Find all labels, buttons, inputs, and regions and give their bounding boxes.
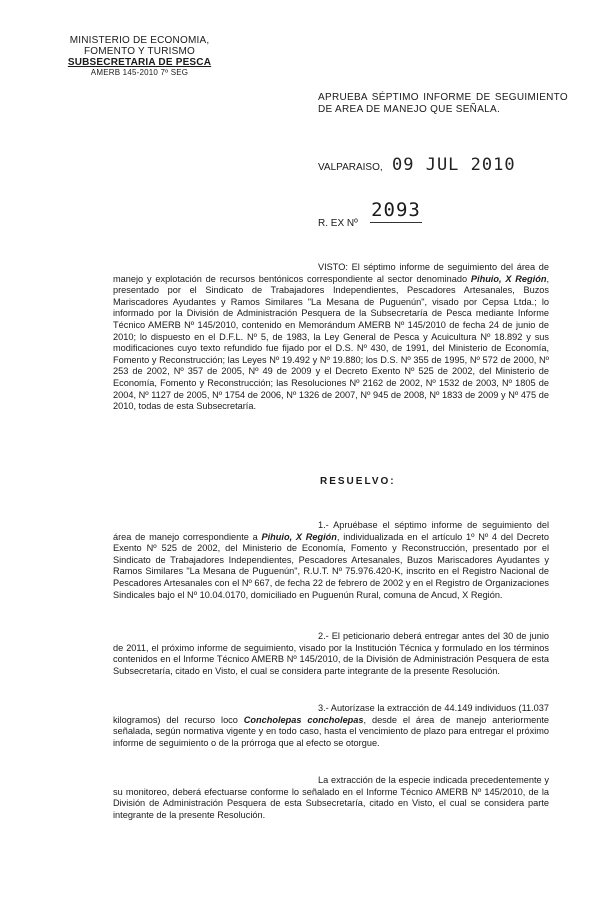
visto-rest: , presentado por el Sindicato de Trabajadores Independientes, Pescadores Artesanales, Buzos Mariscadores Ayudantes y Ramos Similares "La Mesana de Puguenún", visado por Cepsa Ltda.; lo informado por la División de Administración Pesquera de la Subsecretaría de Pesca mediante Informe Técnico AMERB Nº 145/2010, contenido en Memorándum AMERB Nº 145/2010 de fecha 24 de junio de 2010; lo dispuesto en el D.F.L. Nº 5, de 1983, la Ley General de Pesca y Acuicultura Nº 18.892 y sus modificaciones cuyo texto refundido fue fijado por el D.S. Nº 430, de 1991, del Ministerio de Economía, Fomento y Reconstrucción; las Leyes Nº 19.492 y Nº 19.880; los D.S. Nº 355 de 1995, Nº 572 de 2000, Nº 253 de 2002, Nº 357 de 2005, Nº 49 de 2009 y el Decreto Exento Nº 525 de 2002, del Ministerio de Economía, Fomento y Reconstrucción; las Resoluciones Nº 2162 de 2002, Nº 1532 de 2003, Nº 1805 de 2004, Nº 1127 de 2005, Nº 1754 de 2006, Nº 1326 de 2007, Nº 945 de 2008, Nº 1833 de 2009 y Nº 475 de 2010, todas de esta Subsecretaría. — [113, 273, 549, 412]
ministry-header — [57, 35, 222, 77]
item-3b-paragraph: La extracción de la especie indicada precedentemente y su monitoreo, deberá efectuarse conforme lo señalado en el Informe Técnico AMERB Nº 145/2010, de la División de Administración Pesquera de esta Subsecretaría, citado en Visto, el cual se considera parte integrante de la presente Resolución. — [113, 775, 549, 820]
visto-sector: Pihuio, X Región — [470, 273, 547, 284]
visto-paragraph — [113, 262, 549, 413]
subsecretary-line: SUBSECRETARIA DE PESCA — [67, 57, 212, 68]
resolution-subject: APRUEBA SÉPTIMO INFORME DE SEGUIMIENTO DE AREA DE MANEJO QUE SEÑALA. — [318, 92, 568, 115]
resolution-number-label: R. EX Nº — [318, 218, 358, 229]
reference-code: AMERB 145-2010 7º SEG — [90, 68, 189, 77]
item-3-rest: , desde el área de manejo anteriormente señalada, según normativa vigente y en todo caso, hasta el vencimiento de plazo para entregar el próximo informe de seguimiento o de la prórroga que al efecto se otorgue. — [113, 714, 549, 748]
item-1-sector: Pihuio, X Región — [261, 531, 337, 542]
item-2-paragraph: 2.- El peticionario deberá entregar antes del 30 de junio de 2011, el próximo informe de seguimiento, visado por la Institución Técnica y formulado en los términos contenidos en el Informe Técnico AMERB Nº 145/2010, de la División de Administración Pesquera de esta Subsecretaría, citado en Visto, el cual se considera parte integrante de la presente Resolución. — [113, 631, 549, 676]
date-stamp: 09 JUL 2010 — [392, 155, 516, 175]
visto-lead: VISTO: El séptimo informe de seguimiento del área de manejo y explotación de recursos bentónicos correspondiente al sector denominado — [113, 262, 549, 284]
ministry-line-2: FOMENTO Y TURISMO — [83, 46, 195, 57]
item-1-rest: , individualizada en el artículo 1º Nº 4 del Decreto Exento Nº 525 de 2002, del Ministerio de Economía, Fomento y Reconstrucción, presentado por el Sindicato de Trabajadores Independientes, Pescadores Artesanales, Buzos Mariscadores Ayudantes y Ramos Similares "La Mesana de Puguenún", R.U.T. Nº 75.976.420-K, inscrito en el Registro Nacional de Pescadores Artesanales con el Nº 667, de fecha 22 de febrero de 2002 y en el Registro de Organizaciones Sindicales bajo el Nº 10.04.0170, domiciliado en Puguenún Rural, comuna de Ancud, X Región. — [113, 531, 549, 600]
resolution-number: 2093 — [371, 199, 421, 221]
ministry-line-1: MINISTERIO DE ECONOMIA, — [69, 35, 210, 46]
item-1-lead: 1.- Apruébase el séptimo informe de seguimiento del área de manejo correspondiente a — [113, 520, 549, 542]
item-1-paragraph — [113, 520, 549, 601]
item-3-species: Concholepas concholepas — [243, 714, 364, 725]
item-3-paragraph — [113, 703, 549, 749]
item-3-lead: 3.- Autorízase la extracción de 44.149 individuos (11.037 kilogramos) del recurso loco — [113, 703, 549, 725]
place-label: VALPARAISO, — [318, 162, 383, 173]
resuelvo-heading: RESUELVO: — [320, 476, 396, 487]
